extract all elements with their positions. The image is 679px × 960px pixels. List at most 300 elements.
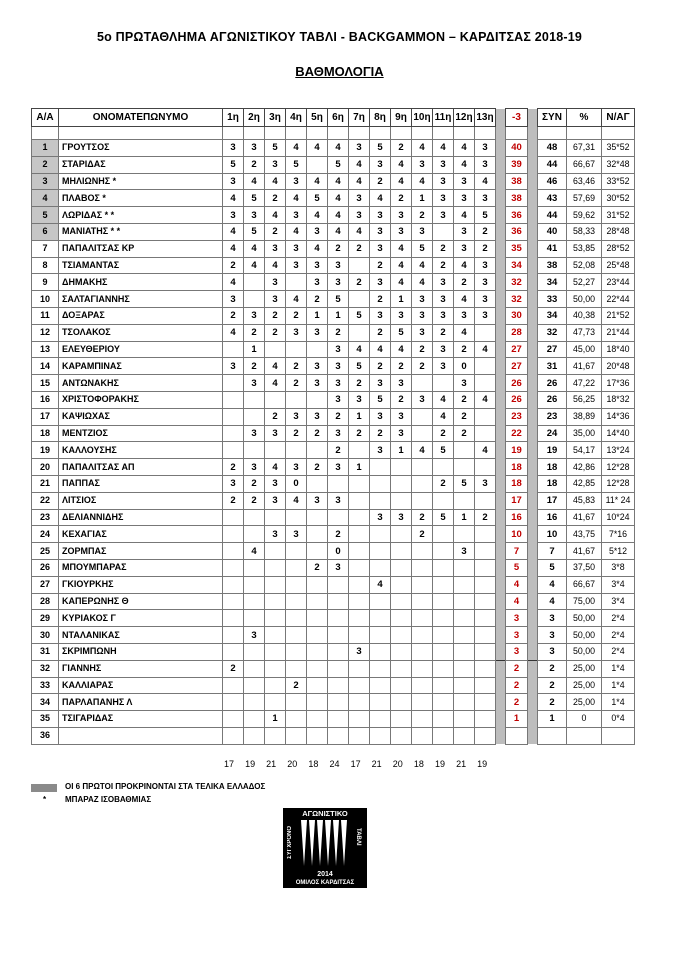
round-score-cell <box>286 559 307 576</box>
gap-cell <box>528 694 538 711</box>
nag-cell: 31*52 <box>602 207 635 224</box>
round-score-cell <box>286 610 307 627</box>
round-score-cell: 4 <box>265 358 286 375</box>
nag-cell: 14*40 <box>602 425 635 442</box>
round-score-cell: 4 <box>307 240 328 257</box>
total-minus3-cell: 26 <box>506 391 528 408</box>
pct-cell: 50,00 <box>567 291 602 308</box>
rank-cell: 19 <box>32 442 59 459</box>
round-score-cell: 4 <box>307 207 328 224</box>
round-score-cell <box>223 408 244 425</box>
round-score-cell: 4 <box>286 291 307 308</box>
round-score-cell: 3 <box>370 156 391 173</box>
player-name-cell: ΔΕΛΙΑΝΝΙΔΗΣ <box>59 509 223 526</box>
round-score-cell <box>370 677 391 694</box>
total-minus3-cell: 36 <box>506 223 528 240</box>
round-score-cell: 3 <box>454 173 475 190</box>
round-score-cell <box>433 492 454 509</box>
round-score-cell: 3 <box>475 291 496 308</box>
round-score-cell: 3 <box>286 324 307 341</box>
round-score-cell <box>391 677 412 694</box>
round-score-cell: 3 <box>328 459 349 476</box>
gap-cell <box>496 543 506 560</box>
round-score-cell <box>475 459 496 476</box>
round-score-cell <box>328 576 349 593</box>
player-name-cell: ΓΚΙΟΥΡΚΗΣ <box>59 576 223 593</box>
pct-cell: 63,46 <box>567 173 602 190</box>
round-score-cell: 2 <box>328 408 349 425</box>
round-score-cell: 3 <box>433 156 454 173</box>
rank-cell: 23 <box>32 509 59 526</box>
round-count: 18 <box>308 759 319 769</box>
nag-cell: 12*28 <box>602 475 635 492</box>
player-name-cell: ΝΤΑΛΑΝΙΚΑΣ <box>59 627 223 644</box>
rank-cell: 2 <box>32 156 59 173</box>
round-score-cell: 3 <box>475 257 496 274</box>
rank-cell: 18 <box>32 425 59 442</box>
round-score-cell: 4 <box>265 173 286 190</box>
round-score-cell <box>265 593 286 610</box>
round-score-cell: 0 <box>454 358 475 375</box>
round-score-cell: 2 <box>370 173 391 190</box>
round-score-cell <box>454 677 475 694</box>
table-row <box>32 173 635 190</box>
round-score-cell <box>286 643 307 660</box>
round-score-cell: 3 <box>223 475 244 492</box>
total-minus3-cell: 3 <box>506 610 528 627</box>
round-score-cell <box>433 677 454 694</box>
round-score-cell: 3 <box>454 223 475 240</box>
round-score-cell: 4 <box>412 140 433 157</box>
round-score-cell: 3 <box>223 207 244 224</box>
total-minus3-cell: 27 <box>506 358 528 375</box>
round-score-cell: 3 <box>391 223 412 240</box>
round-score-cell: 2 <box>307 291 328 308</box>
round-score-cell <box>223 610 244 627</box>
round-score-cell <box>328 711 349 728</box>
round-score-cell: 4 <box>454 291 475 308</box>
syn-cell: 44 <box>538 156 567 173</box>
round-score-cell <box>223 509 244 526</box>
gap-cell <box>496 459 506 476</box>
round-score-cell: 2 <box>349 375 370 392</box>
nag-cell: 7*16 <box>602 526 635 543</box>
nag-cell: 25*48 <box>602 257 635 274</box>
round-score-cell <box>475 358 496 375</box>
gap-cell <box>528 274 538 291</box>
round-score-cell: 4 <box>433 140 454 157</box>
round-score-cell <box>307 610 328 627</box>
pct-cell: 52,27 <box>567 274 602 291</box>
round-score-cell: 3 <box>244 375 265 392</box>
round-score-cell <box>286 509 307 526</box>
round-score-cell <box>307 475 328 492</box>
round-score-cell <box>328 627 349 644</box>
round-score-cell: 1 <box>412 190 433 207</box>
player-name-cell: ΣΚΡΙΜΠΩΝΗ <box>59 643 223 660</box>
player-name-cell: ΜΗΛΙΩΝΗΣ * <box>59 173 223 190</box>
round-score-cell <box>454 711 475 728</box>
syn-cell: 3 <box>538 610 567 627</box>
round-score-cell: 2 <box>244 324 265 341</box>
round-score-cell <box>349 610 370 627</box>
syn-cell: 19 <box>538 442 567 459</box>
round-score-cell: 4 <box>454 257 475 274</box>
round-score-cell: 5 <box>391 324 412 341</box>
round-score-cell <box>307 694 328 711</box>
round-count: 19 <box>477 759 488 769</box>
round-score-cell: 4 <box>391 257 412 274</box>
syn-cell: 38 <box>538 257 567 274</box>
round-score-cell: 2 <box>454 274 475 291</box>
round-score-cell: 5 <box>370 391 391 408</box>
round-score-cell: 3 <box>307 274 328 291</box>
round-score-cell <box>391 475 412 492</box>
syn-cell: 3 <box>538 643 567 660</box>
gap-cell <box>528 156 538 173</box>
pct-cell: 50,00 <box>567 627 602 644</box>
table-row <box>32 677 635 694</box>
round-score-cell: 2 <box>433 475 454 492</box>
round-score-cell: 4 <box>475 391 496 408</box>
rank-cell: 12 <box>32 324 59 341</box>
round-score-cell: 4 <box>328 223 349 240</box>
round-score-cell <box>265 694 286 711</box>
round-score-cell <box>391 643 412 660</box>
nag-cell: 0*4 <box>602 711 635 728</box>
round-score-cell: 1 <box>349 408 370 425</box>
round-score-cell: 4 <box>265 257 286 274</box>
rank-cell: 20 <box>32 459 59 476</box>
rank-cell: 29 <box>32 610 59 627</box>
round-score-cell <box>475 677 496 694</box>
total-minus3-cell: 27 <box>506 341 528 358</box>
total-minus3-cell <box>506 727 528 744</box>
table-row <box>32 543 635 560</box>
gap-cell <box>496 408 506 425</box>
round-score-cell: 2 <box>475 509 496 526</box>
round-score-cell: 2 <box>286 358 307 375</box>
round-score-cell <box>328 694 349 711</box>
rank-cell: 28 <box>32 593 59 610</box>
round-score-cell: 3 <box>391 408 412 425</box>
pct-cell: 41,67 <box>567 509 602 526</box>
table-row <box>32 526 635 543</box>
total-minus3-cell: 32 <box>506 291 528 308</box>
round-score-cell <box>433 610 454 627</box>
pct-cell: 37,50 <box>567 559 602 576</box>
round-score-cell: 5 <box>412 240 433 257</box>
pct-cell: 66,67 <box>567 156 602 173</box>
round-score-cell <box>412 425 433 442</box>
round-score-cell <box>454 559 475 576</box>
round-score-cell <box>370 492 391 509</box>
gap-cell <box>528 475 538 492</box>
round-score-cell: 4 <box>433 391 454 408</box>
round-score-cell <box>349 543 370 560</box>
round-score-cell: 4 <box>349 173 370 190</box>
round-score-cell <box>265 509 286 526</box>
gap-cell <box>496 492 506 509</box>
round-score-cell: 0 <box>328 543 349 560</box>
round-score-cell: 3 <box>454 307 475 324</box>
total-minus3-cell: 16 <box>506 509 528 526</box>
player-name-cell: ΚΕΧΑΓΙΑΣ <box>59 526 223 543</box>
round-score-cell <box>475 492 496 509</box>
gap-cell <box>496 391 506 408</box>
round-score-cell: 5 <box>349 358 370 375</box>
round-score-cell <box>370 459 391 476</box>
total-minus3-cell: 38 <box>506 173 528 190</box>
round-score-cell: 4 <box>370 190 391 207</box>
round-score-cell <box>349 593 370 610</box>
round-score-cell: 4 <box>391 240 412 257</box>
round-score-cell <box>307 593 328 610</box>
round-score-cell: 4 <box>475 442 496 459</box>
gap-cell <box>496 173 506 190</box>
round-score-cell: 4 <box>454 140 475 157</box>
header-round: 5η <box>307 109 328 127</box>
round-score-cell <box>454 643 475 660</box>
round-count: 19 <box>434 759 445 769</box>
gap-cell <box>528 559 538 576</box>
round-score-cell <box>412 576 433 593</box>
round-score-cell: 3 <box>370 307 391 324</box>
header-pct: % <box>567 109 602 127</box>
round-score-cell: 2 <box>328 526 349 543</box>
round-score-cell: 5 <box>286 156 307 173</box>
rank-cell: 1 <box>32 140 59 157</box>
round-score-cell <box>307 341 328 358</box>
total-minus3-cell: 3 <box>506 627 528 644</box>
round-score-cell <box>391 526 412 543</box>
rank-cell: 10 <box>32 291 59 308</box>
player-name-cell: ΚΑΠΕΡΩΝΗΣ Θ <box>59 593 223 610</box>
round-score-cell: 4 <box>286 190 307 207</box>
round-score-cell <box>433 627 454 644</box>
round-score-cell: 4 <box>223 274 244 291</box>
header-round: 2η <box>244 109 265 127</box>
syn-cell: 4 <box>538 576 567 593</box>
round-score-cell: 3 <box>265 475 286 492</box>
nag-cell: 10*24 <box>602 509 635 526</box>
round-score-cell <box>412 492 433 509</box>
rank-cell: 26 <box>32 559 59 576</box>
round-score-cell: 1 <box>265 711 286 728</box>
round-score-cell <box>370 593 391 610</box>
total-minus3-cell: 17 <box>506 492 528 509</box>
round-score-cell: 1 <box>244 341 265 358</box>
rank-cell: 36 <box>32 727 59 744</box>
gap-cell <box>496 190 506 207</box>
total-minus3-cell: 32 <box>506 274 528 291</box>
nag-cell: 32*48 <box>602 156 635 173</box>
round-score-cell <box>391 492 412 509</box>
round-score-cell <box>307 543 328 560</box>
round-score-cell <box>244 509 265 526</box>
syn-cell: 44 <box>538 207 567 224</box>
round-score-cell <box>265 391 286 408</box>
round-score-cell: 5 <box>265 140 286 157</box>
rank-cell: 3 <box>32 173 59 190</box>
round-score-cell: 3 <box>265 425 286 442</box>
round-score-cell <box>412 660 433 677</box>
round-score-cell: 4 <box>412 274 433 291</box>
header-round: 10η <box>412 109 433 127</box>
round-score-cell: 2 <box>265 223 286 240</box>
player-name-cell: ΧΡΙΣΤΟΦΟΡΑΚΗΣ <box>59 391 223 408</box>
gap-cell <box>496 643 506 660</box>
table-row <box>32 727 635 744</box>
syn-cell: 18 <box>538 459 567 476</box>
round-score-cell: 2 <box>475 223 496 240</box>
round-count: 17 <box>350 759 361 769</box>
round-count: 18 <box>413 759 424 769</box>
round-score-cell <box>244 408 265 425</box>
round-score-cell <box>412 459 433 476</box>
round-score-cell <box>433 543 454 560</box>
round-score-cell: 4 <box>307 173 328 190</box>
round-score-cell <box>265 543 286 560</box>
round-score-cell: 3 <box>370 207 391 224</box>
nag-cell: 21*44 <box>602 324 635 341</box>
player-name-cell: ΛΙΤΣΙΟΣ <box>59 492 223 509</box>
round-score-cell: 3 <box>370 274 391 291</box>
round-score-cell: 2 <box>412 358 433 375</box>
round-score-cell <box>244 391 265 408</box>
round-score-cell <box>391 694 412 711</box>
round-score-cell: 4 <box>223 324 244 341</box>
table-row <box>32 559 635 576</box>
syn-cell: 27 <box>538 341 567 358</box>
round-score-cell <box>223 727 244 744</box>
round-score-cell <box>307 576 328 593</box>
round-score-cell: 3 <box>412 307 433 324</box>
round-score-cell: 3 <box>349 207 370 224</box>
nag-cell: 3*4 <box>602 576 635 593</box>
gap-cell <box>496 223 506 240</box>
round-score-cell: 2 <box>265 408 286 425</box>
table-row <box>32 223 635 240</box>
round-score-cell <box>223 711 244 728</box>
round-score-cell <box>370 559 391 576</box>
round-score-cell: 4 <box>349 156 370 173</box>
player-name-cell: ΤΣΙΑΜΑΝΤΑΣ <box>59 257 223 274</box>
round-score-cell <box>391 627 412 644</box>
header-round: 4η <box>286 109 307 127</box>
table-row <box>32 324 635 341</box>
total-minus3-cell: 35 <box>506 240 528 257</box>
player-name-cell: ΤΣΟΛΑΚΟΣ <box>59 324 223 341</box>
round-score-cell <box>286 727 307 744</box>
rank-cell: 24 <box>32 526 59 543</box>
gap-cell <box>528 307 538 324</box>
table-row <box>32 408 635 425</box>
gap-cell <box>496 207 506 224</box>
round-score-cell <box>454 526 475 543</box>
round-score-cell <box>286 391 307 408</box>
round-score-cell: 5 <box>454 475 475 492</box>
gap-cell <box>528 727 538 744</box>
round-score-cell <box>265 627 286 644</box>
round-score-cell: 2 <box>223 660 244 677</box>
round-score-cell <box>370 660 391 677</box>
round-score-cell: 3 <box>391 425 412 442</box>
round-score-cell: 4 <box>244 173 265 190</box>
round-score-cell <box>391 610 412 627</box>
pct-cell <box>567 727 602 744</box>
rank-cell: 31 <box>32 643 59 660</box>
round-score-cell: 2 <box>307 425 328 442</box>
nag-cell: 28*48 <box>602 223 635 240</box>
syn-cell: 34 <box>538 274 567 291</box>
round-score-cell <box>286 627 307 644</box>
round-score-cell <box>265 727 286 744</box>
rank-cell: 35 <box>32 711 59 728</box>
total-minus3-cell: 3 <box>506 643 528 660</box>
round-score-cell: 2 <box>328 324 349 341</box>
gap-cell <box>496 307 506 324</box>
round-score-cell <box>349 727 370 744</box>
header-round: 1η <box>223 109 244 127</box>
round-score-cell: 2 <box>412 526 433 543</box>
syn-cell: 10 <box>538 526 567 543</box>
pct-cell: 41,67 <box>567 358 602 375</box>
round-score-cell <box>370 610 391 627</box>
round-score-cell <box>265 442 286 459</box>
syn-cell: 32 <box>538 324 567 341</box>
round-score-cell: 3 <box>286 240 307 257</box>
round-score-cell: 4 <box>370 576 391 593</box>
round-score-cell: 4 <box>454 207 475 224</box>
gap-cell <box>496 156 506 173</box>
round-score-cell <box>244 526 265 543</box>
round-count: 21 <box>456 759 467 769</box>
rank-cell: 22 <box>32 492 59 509</box>
round-score-cell: 2 <box>433 240 454 257</box>
pct-cell: 40,38 <box>567 307 602 324</box>
syn-cell: 43 <box>538 190 567 207</box>
round-score-cell <box>286 576 307 593</box>
round-score-cell: 3 <box>286 459 307 476</box>
nag-cell: 3*4 <box>602 593 635 610</box>
round-score-cell: 3 <box>412 156 433 173</box>
legend-tiebreak-text: ΜΠΑΡΑΖ ΙΣΟΒΑΘΜΙΑΣ <box>65 795 152 804</box>
round-score-cell <box>223 442 244 459</box>
total-minus3-cell: 5 <box>506 559 528 576</box>
syn-cell: 34 <box>538 307 567 324</box>
round-score-cell: 3 <box>328 257 349 274</box>
round-score-cell <box>349 627 370 644</box>
logo-year: 2014 <box>317 871 333 878</box>
syn-cell: 40 <box>538 223 567 240</box>
header-row <box>32 109 635 127</box>
round-score-cell: 4 <box>265 375 286 392</box>
round-score-cell: 4 <box>412 173 433 190</box>
header-aa: Α/Α <box>32 109 59 127</box>
round-score-cell <box>454 660 475 677</box>
gap-cell <box>528 358 538 375</box>
round-score-cell <box>475 643 496 660</box>
round-score-cell: 2 <box>370 324 391 341</box>
round-score-cell <box>244 442 265 459</box>
round-score-cell: 2 <box>433 324 454 341</box>
rank-cell: 9 <box>32 274 59 291</box>
rank-cell: 17 <box>32 408 59 425</box>
round-score-cell: 3 <box>370 375 391 392</box>
round-score-cell: 4 <box>244 240 265 257</box>
round-score-cell: 5 <box>244 223 265 240</box>
